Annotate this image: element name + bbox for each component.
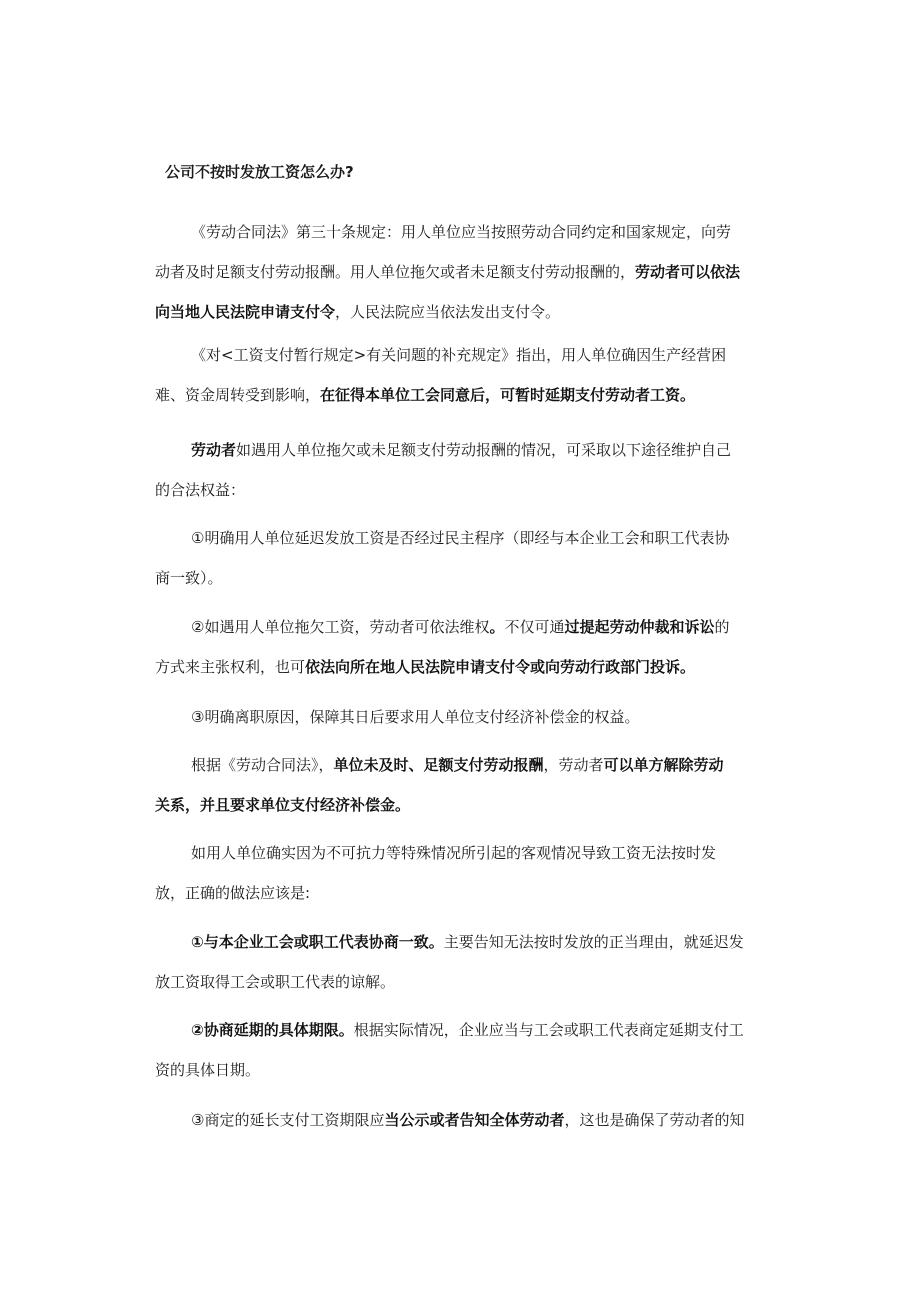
paragraph-line: ②协商延期的具体期限。根据实际情况，企业应当与工会或职工代表商定延期支付工: [191, 1021, 744, 1039]
paragraph-line: 的合法权益：: [155, 481, 246, 499]
paragraph-line: 动者及时足额支付劳动报酬。用人单位拖欠或者未足额支付劳动报酬的，劳动者可以依法: [155, 263, 741, 281]
bold-text: 关系，并且要求单位支付经济补偿金。: [155, 796, 411, 814]
bold-text: 劳动者可以依法: [635, 263, 741, 281]
paragraph-line: ②如遇用人单位拖欠工资，劳动者可依法维权。不仅可通过提起劳动仲裁和诉讼的: [191, 618, 730, 636]
paragraph-line: 《对<工资支付暂行规定>有关问题的补充规定》指出，用人单位确因生产经营困: [191, 346, 727, 364]
bold-text: 依法向所在地人民法院申请支付令或向劳动行政部门投诉。: [305, 658, 696, 676]
paragraph-line: ③明确离职原因，保障其日后要求用人单位支付经济补偿金的权益。: [191, 708, 640, 726]
bold-text: 单位未及时、足额支付劳动报酬: [333, 756, 544, 774]
bold-text: ②协商延期的具体期限。: [191, 1021, 354, 1039]
paragraph-line: 放，正确的做法应该是:: [155, 884, 311, 902]
list-item-remedy-2: [155, 607, 767, 687]
bold-text: 过提起劳动仲裁和诉讼: [564, 618, 715, 636]
paragraph-line: [155, 785, 767, 825]
bold-text: 在征得本单位工会同意后，可暂时延期支付劳动者工资。: [320, 386, 696, 404]
bold-text: ①与本企业工会或职工代表协商一致。: [191, 933, 444, 951]
paragraph-line: ③商定的延长支付工资期限应当公示或者告知全体劳动者，这也是确保了劳动者的知: [191, 1111, 745, 1129]
list-item-correct-practice-2: [155, 1010, 767, 1090]
paragraph-unilateral-termination: [155, 745, 767, 825]
list-item-remedy-3: [155, 697, 767, 737]
list-item-remedy-1: [155, 518, 767, 598]
bold-text: 当公示或者告知全体劳动者: [384, 1111, 565, 1129]
paragraph-line: 《劳动合同法》第三十条规定：用人单位应当按照劳动合同约定和国家规定，向劳: [191, 223, 732, 241]
paragraph-line: 方式来主张权利，也可依法向所在地人民法院申请支付令或向劳动行政部门投诉。: [155, 658, 696, 676]
paragraph-line: 如用人单位确实因为不可抗力等特殊情况所引起的客观情况导致工资无法按时发: [191, 844, 717, 862]
paragraph-line: 向当地人民法院申请支付令，人民法院应当依法发出支付令。: [155, 303, 561, 321]
bold-text: 向当地人民法院申请支付令: [155, 303, 336, 321]
paragraph-line: ①与本企业工会或职工代表协商一致。主要告知无法按时发放的正当理由，就延迟发: [191, 933, 744, 951]
paragraph-line: 劳动者如遇用人单位拖欠或未足额支付劳动报酬的情况，可采取以下途径维护自己: [191, 441, 732, 459]
list-item-correct-practice-3: [155, 1100, 767, 1140]
paragraph-supplementary-provisions: [155, 335, 767, 415]
document-title: 公司不按时发放工资怎么办?: [165, 163, 354, 181]
bold-text: 。: [489, 618, 505, 636]
paragraph-labor-contract-law-article-30: [155, 212, 767, 332]
paragraph-worker-remedies-intro: [155, 430, 767, 510]
paragraph-force-majeure: [155, 833, 767, 913]
paragraph-line: 放工资取得工会或职工代表的谅解。: [155, 973, 396, 991]
paragraph-line: 根据《劳动合同法》，单位未及时、足额支付劳动报酬，劳动者可以单方解除劳动: [191, 756, 724, 774]
bold-text: 可以单方解除劳动: [603, 756, 724, 774]
paragraph-line: 资的具体日期。: [155, 1061, 261, 1079]
paragraph-line: 商一致）。: [155, 569, 223, 587]
paragraph-line: ①明确用人单位延迟发放工资是否经过民主程序（即经与本企业工会和职工代表协: [191, 529, 730, 547]
bold-text: 劳动者: [191, 441, 237, 459]
list-item-correct-practice-1: [155, 922, 767, 1002]
paragraph-line: 难、资金周转受到影响，在征得本单位工会同意后，可暂时延期支付劳动者工资。: [155, 386, 696, 404]
